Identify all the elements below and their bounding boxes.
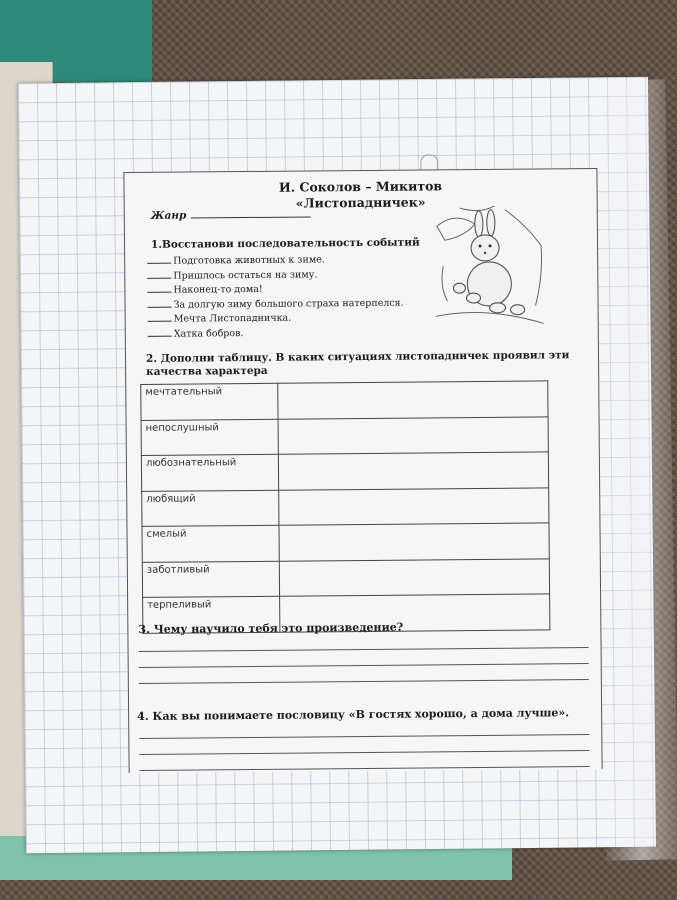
trait-cell: любознательный xyxy=(141,454,278,491)
answer-cell[interactable] xyxy=(279,523,549,561)
answer-line[interactable] xyxy=(139,647,589,652)
answer-line[interactable] xyxy=(139,750,589,755)
table-row xyxy=(141,416,548,455)
table-row xyxy=(141,381,548,420)
order-blank[interactable] xyxy=(147,297,171,307)
trait-cell: заботливый xyxy=(142,561,279,598)
order-blank[interactable] xyxy=(147,283,171,293)
genre-field[interactable] xyxy=(151,207,311,221)
answer-cell[interactable] xyxy=(278,416,548,454)
story-title: «Листопадничек» xyxy=(295,194,426,211)
answer-cell[interactable] xyxy=(278,381,548,419)
section1-title: 1.Восстанови последовательность событий xyxy=(150,236,420,251)
trait-cell: мечтательный xyxy=(141,383,278,420)
events-list xyxy=(147,252,404,342)
genre-label: Жанр xyxy=(150,209,187,222)
trait-cell: терпеливый xyxy=(143,596,280,633)
list-item: Пришлось остаться на зиму. xyxy=(147,266,403,283)
table-row xyxy=(142,523,549,562)
worksheet xyxy=(123,168,602,773)
answer-line[interactable] xyxy=(139,679,589,684)
author-name: И. Соколов – Микитов xyxy=(278,178,443,195)
table-row xyxy=(141,452,548,491)
order-blank[interactable] xyxy=(147,268,171,278)
genre-blank-line[interactable] xyxy=(190,207,310,218)
list-item: За долгую зиму большого страха натерпелся. xyxy=(147,295,403,312)
answer-cell[interactable] xyxy=(278,452,548,490)
trait-cell: любящий xyxy=(142,490,279,527)
list-item: Мечта Листопадничка. xyxy=(148,310,404,327)
section3-title: 3. Чему научило тебя это произведение? xyxy=(138,620,404,636)
hare-family-illustration xyxy=(435,205,546,331)
plastic-sleeve xyxy=(593,79,677,860)
section2-title: 2. Дополни таблицу. В каких ситуациях листопадничек проявил эти качества характера xyxy=(145,349,570,378)
order-blank[interactable] xyxy=(147,254,171,264)
order-blank[interactable] xyxy=(148,312,172,322)
trait-cell: непослушный xyxy=(141,419,278,456)
trait-cell: смелый xyxy=(142,525,279,562)
table-row xyxy=(142,558,549,597)
table-row xyxy=(142,487,549,526)
pencil-doodle xyxy=(420,154,438,169)
answer-cell[interactable] xyxy=(279,487,549,525)
traits-table xyxy=(140,380,550,633)
order-blank[interactable] xyxy=(148,327,172,337)
answer-cell[interactable] xyxy=(279,558,549,596)
list-item: Хатка бобров. xyxy=(148,325,404,342)
answer-line[interactable] xyxy=(139,663,589,668)
list-item: Подготовка животных к зиме. xyxy=(147,252,403,269)
list-item: Наконец-то дома! xyxy=(147,281,403,298)
answer-line[interactable] xyxy=(139,734,589,739)
section4-title: 4. Как вы понимаете пословицу «В гостях хорошо, а дома лучше». xyxy=(137,706,570,723)
